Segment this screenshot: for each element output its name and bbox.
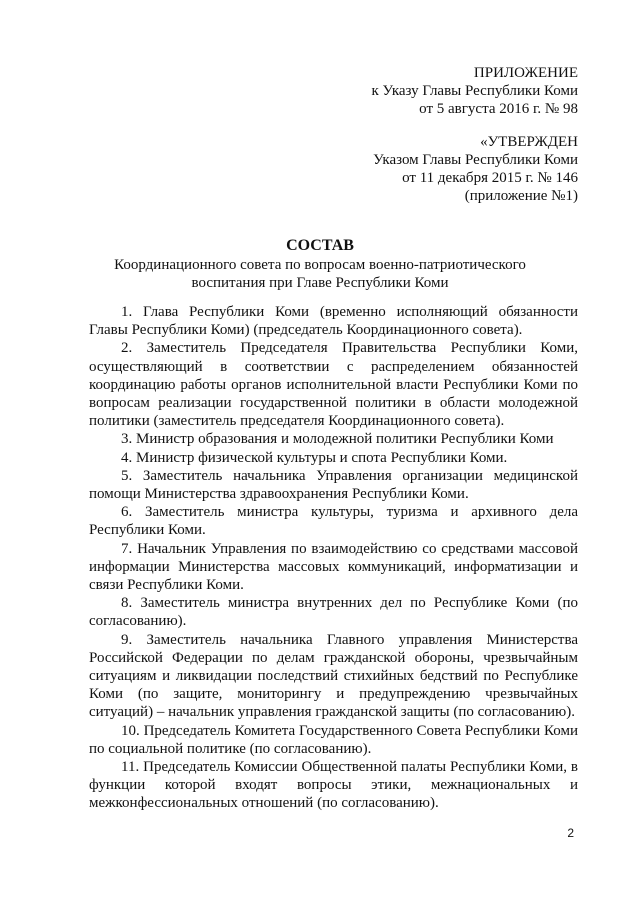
list-item: 4. Министр физической культуры и спота Республики Коми. xyxy=(121,449,508,466)
appendix-decree-ref: к Указу Главы Республики Коми xyxy=(371,83,578,99)
list-item: 8. Заместитель министра внутренних дел по Республике Коми (по согласованию). xyxy=(89,595,578,630)
list-item: 9. Заместитель начальника Главного управления Министерства Российской Федерации по делам гражданской обороны, чрезвычайным ситуациям и ликвидации последствий стихийных бедствий по Республике Коми (по защите, мониторингу и предупреждению чрезвычайных ситуаций) – начальник управления гражданской защиты (по согласованию). xyxy=(89,631,578,721)
appendix-header xyxy=(371,64,578,118)
page-number: 2 xyxy=(567,826,574,840)
list-item: 3. Министр образования и молодежной политики Республики Коми xyxy=(121,431,554,448)
document-subtitle xyxy=(0,256,640,292)
members-list xyxy=(89,303,578,813)
list-item: 1. Глава Республики Коми (временно исполняющий обязанности Главы Республики Коми) (председатель Координационного совета). xyxy=(89,304,578,339)
list-item: 11. Председатель Комиссии Общественной палаты Республики Коми, в функции которой входят вопросы этики, межнациональных и межконфессиональных отношений (по согласованию). xyxy=(89,759,578,812)
subtitle-line-2: воспитания при Главе Республики Коми xyxy=(191,275,449,291)
list-item: 2. Заместитель Председателя Правительства Республики Коми, осуществляющий в соответствии с распределением обязанностей координацию работы органов исполнительной власти Республики Коми по вопросам реализации государственной политики в области молодежной политики (заместитель председателя Координационного совета). xyxy=(89,340,578,430)
subtitle-line-1: Координационного совета по вопросам военно-патриотического xyxy=(114,257,526,273)
approved-appendix-ref: (приложение №1) xyxy=(464,188,578,204)
approved-decree-date: от 11 декабря 2015 г. № 146 xyxy=(402,170,578,186)
list-item: 6. Заместитель министра культуры, туризма и архивного дела Республики Коми. xyxy=(89,504,578,539)
list-item: 7. Начальник Управления по взаимодействию со средствами массовой информации Министерства массовых коммуникаций, информатизации и связи Республики Коми. xyxy=(89,540,578,594)
document-title: СОСТАВ xyxy=(286,237,354,254)
list-item: 5. Заместитель начальника Управления организации медицинской помощи Министерства здравоохранения Республики Коми. xyxy=(89,467,578,503)
appendix-decree-date: от 5 августа 2016 г. № 98 xyxy=(419,101,578,117)
approved-decree-ref: Указом Главы Республики Коми xyxy=(373,152,578,168)
approved-stamp xyxy=(373,133,578,205)
list-item: 10. Председатель Комитета Государственного Совета Республики Коми по социальной политике (по согласованию). xyxy=(89,722,578,757)
approved-label: «УТВЕРЖДЕН xyxy=(480,134,578,150)
appendix-label: ПРИЛОЖЕНИЕ xyxy=(473,65,578,81)
